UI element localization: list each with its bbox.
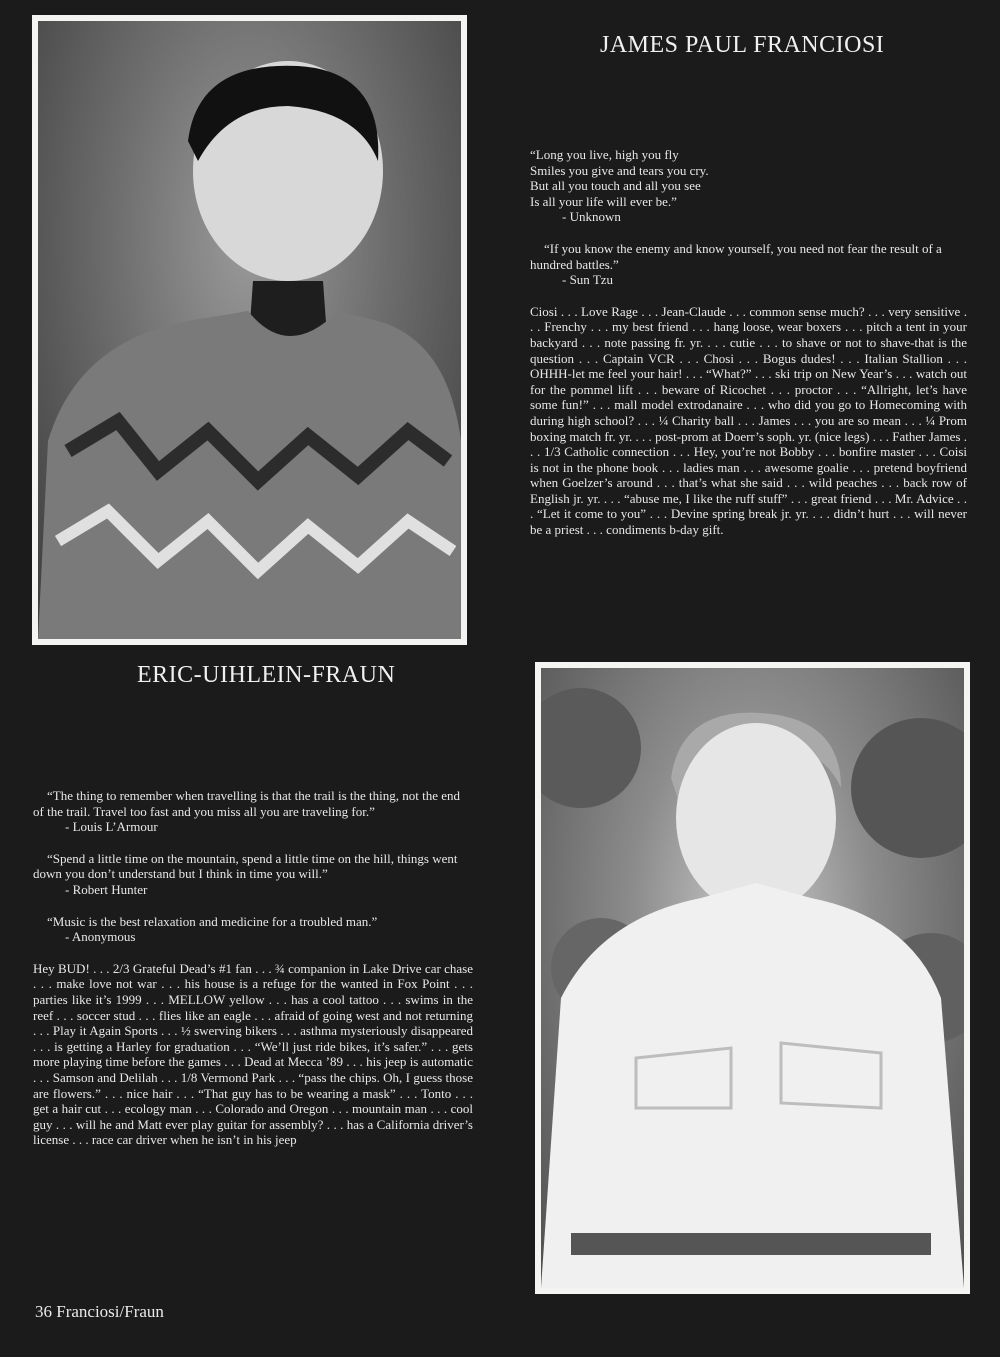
quote-attribution: - Sun Tzu: [562, 272, 614, 288]
senior-name-fraun: ERIC-UIHLEIN-FRAUN: [137, 662, 396, 688]
portrait-silhouette: [38, 21, 461, 639]
page-footer: 36 Franciosi/Fraun: [35, 1302, 164, 1321]
quote-attribution: - Anonymous: [65, 929, 136, 945]
portrait-photo-fraun: [535, 662, 970, 1294]
quote-attribution: - Unknown: [562, 209, 621, 225]
senior-writeup-franciosi: [530, 147, 967, 554]
portrait-silhouette: [541, 668, 964, 1288]
quote-attribution: - Robert Hunter: [65, 881, 148, 897]
quote-attribution: - Louis L’Armour: [65, 819, 158, 835]
quote-2: “Spend a little time on the mountain, spend a little time on the hill, things went down you don’t understand but I think in time you will.” - Robert Hunter: [33, 851, 473, 898]
quote-1: “The thing to remember when travelling is that the trail is the thing, not the end of the trail. Travel too fast and you miss all you are traveling for.” - Louis L’Armour: [33, 788, 473, 835]
senior-name-franciosi: JAMES PAUL FRANCIOSI: [600, 32, 885, 58]
quote-3: “Music is the best relaxation and medicine for a troubled man.” - Anonymous: [33, 914, 473, 945]
portrait-photo-franciosi: [32, 15, 467, 645]
senior-writeup-fraun: [33, 788, 473, 1164]
quote-1: “Long you live, high you fly Smiles you give and tears you cry. But all you touch and all you see Is all your life will ever be.” - Unknown: [530, 147, 967, 225]
senior-bio: Hey BUD! . . . 2/3 Grateful Dead’s #1 fan . . . ¾ companion in Lake Drive car chase . . . make love not war . . . his house is a refuge for the wanted in Fox Point . . . parties like it’s 1999 . . . MELLOW yellow . . . has a cool tattoo . . . swims in the reef . . . soccer stud . . . flies like an eagle . . . afraid of going west and not returning . . . Play it Again Sports . . . ½ swerving bikers . . . asthma mysteriously disappeared . . . is getting a Harley for graduation . . . “We’ll just ride bikes, it’s safer.” . . . gets more playing time before the games . . . Dead at Mecca ’89 . . . his jeep is automatic . . . Samson and Delilah . . . 1/8 Vermond Park . . . “pass the chips. Oh, I guess those are flowers.” . . . nice hair . . . “That guy has to be wearing a mask” . . . Tonto . . . get a hair cut . . . ecology man . . . Colorado and Oregon . . . mountain man . . . cool guy . . . will he and Matt ever play guitar for assembly? . . . has a California driver’s license . . . race car driver when he isn’t in his jeep: [33, 960, 473, 1148]
senior-bio: Ciosi . . . Love Rage . . . Jean-Claude . . . common sense much? . . . very sensitive . . . Frenchy . . . my best friend . . . hang loose, wear boxers . . . pitch a tent in your backyard . . . note passing fr. yr. . . . cutie . . . to shave or not to shave-that is the question . . . Captain VCR . . . Chosi . . . Bogus dudes! . . . Italian Stallion . . . OHHH-let me feel your hair! . . . “What?” . . . ski trip on New Year’s . . . watch out for the pommel lift . . . beware of Ricochet . . . proctor . . . “Allright, let’s have some fun!” . . . mall model extrodanaire . . . who did you go to Homecoming with during high school? . . . ¼ Charity ball . . . James . . . you are so mean . . . ¼ Prom boxing match fr. yr. . . . post-prom at Doerr’s soph. yr. (nice legs) . . . Father James . . . 1/3 Catholic connection . . . Hey, you’re not Bobby . . . bonfire master . . . Coisi is not in the phone book . . . ladies man . . . awesome goalie . . . pretend boyfriend when Goelzer’s around . . . that’s what she said . . . wild peaches . . . back row of English jr. yr. . . . “abuse me, I like the ruff stuff” . . . great friend . . . Mr. Advice . . . “Let it come to you” . . . Devine spring break jr. yr. . . . didn’t hurt . . . will never be a priest . . . condiments b-day gift.: [530, 303, 967, 538]
quote-2: “If you know the enemy and know yourself, you need not fear the result of a hundred battles.” - Sun Tzu: [530, 241, 967, 288]
